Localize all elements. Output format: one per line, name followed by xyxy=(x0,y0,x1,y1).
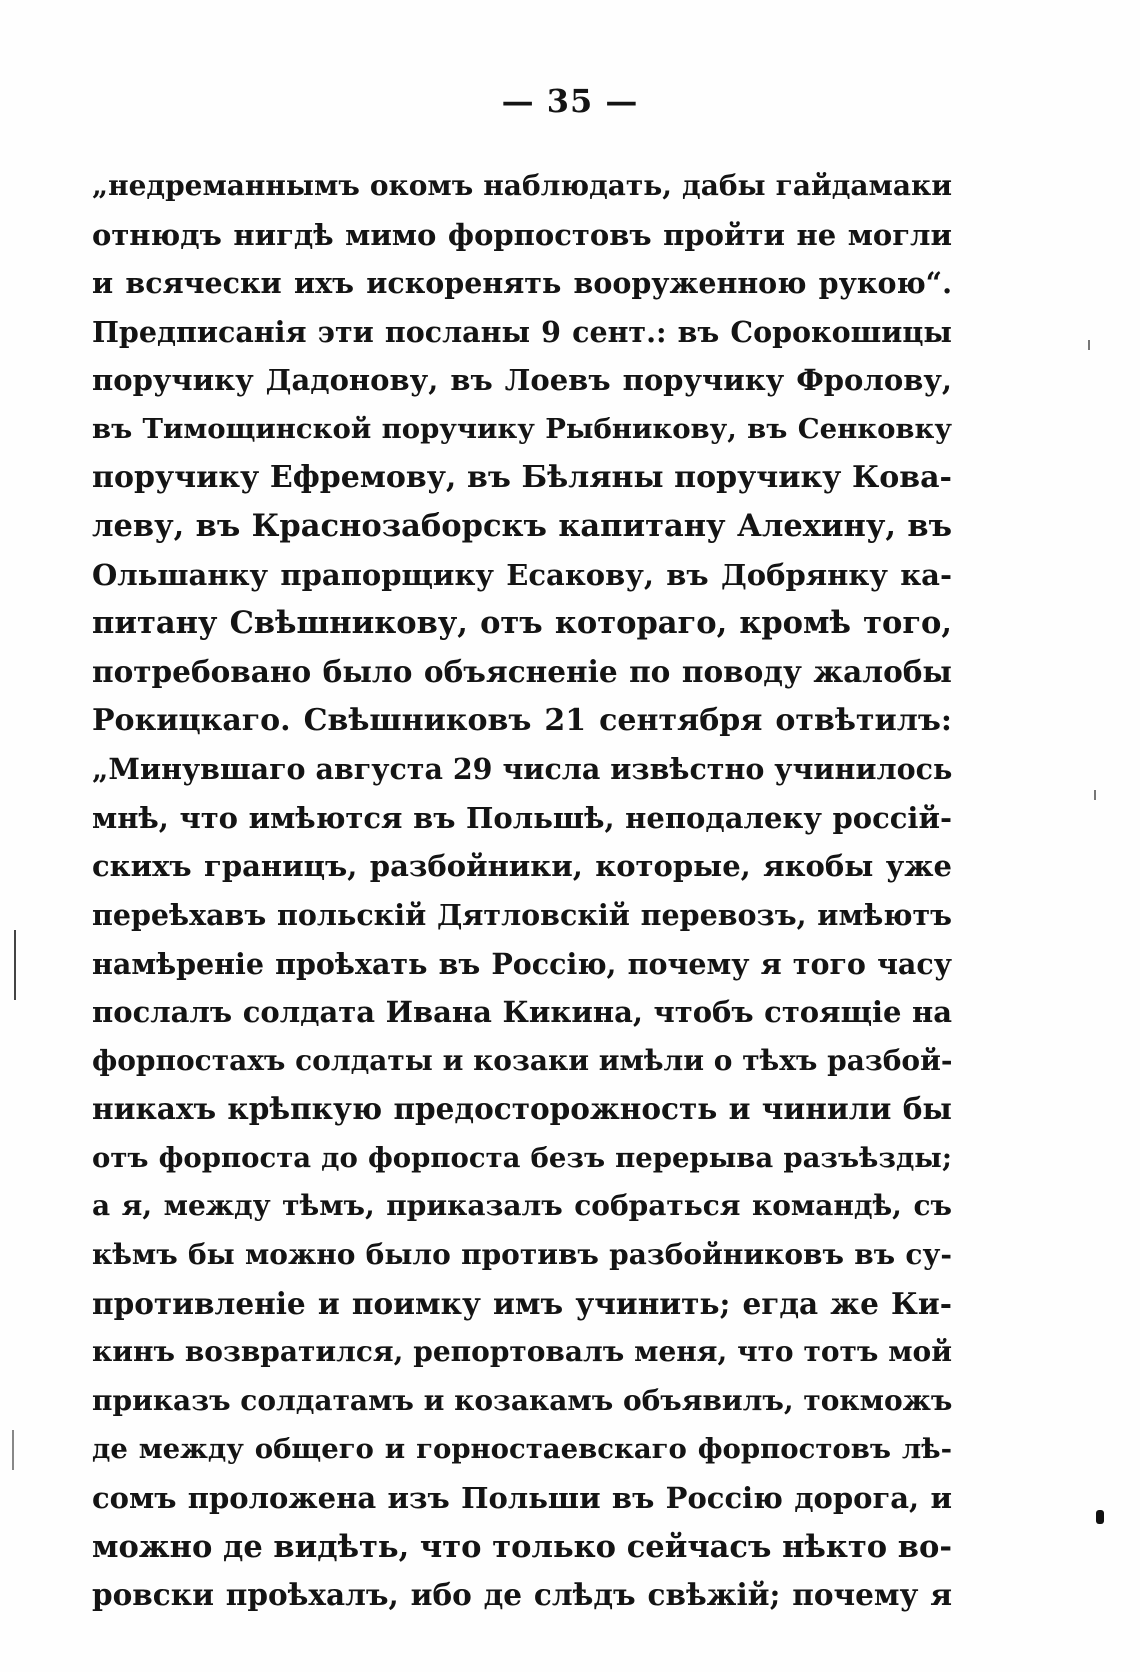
text-line: „недреманнымъ окомъ наблюдать, дабы гайдамаки xyxy=(92,169,952,202)
text-line: де между общего и горностаевскаго форпостовъ лѣ- xyxy=(92,1433,952,1466)
text-line: кѣмъ бы можно было противъ разбойниковъ въ су- xyxy=(92,1238,952,1272)
text-line: Предписанія эти посланы 9 сент.: въ Сорокошицы xyxy=(92,314,952,349)
text-line: питану Свѣшникову, отъ котораго, кромѣ того, xyxy=(92,605,952,642)
text-line: Рокицкаго. Свѣшниковъ 21 сентября отвѣтилъ: xyxy=(92,702,952,738)
text-line: сомъ проложена изъ Польши въ Россію дорога, и xyxy=(92,1481,952,1516)
text-line: приказъ солдатамъ и козакамъ объявилъ, токможъ xyxy=(92,1383,953,1417)
text-line: можно де видѣть, что только сейчасъ нѣкто во- xyxy=(92,1528,952,1565)
text-line: а я, между тѣмъ, приказалъ собраться командѣ, съ xyxy=(92,1189,952,1223)
scan-artifact xyxy=(14,930,16,1000)
text-line: мнѣ, что имѣются въ Польшѣ, неподалеку россій- xyxy=(92,800,952,835)
text-line: форпостахъ солдаты и козаки имѣли о тѣхъ разбой- xyxy=(92,1043,953,1077)
text-line: поручику Дадонову, въ Лоевъ поручику Фролову, xyxy=(92,363,952,398)
scan-artifact xyxy=(1094,790,1096,800)
text-line: намѣреніе проѣхать въ Россію, почему я того часу xyxy=(92,946,952,981)
text-line: послалъ солдата Ивана Кикина, чтобъ стоящіе на xyxy=(92,995,952,1030)
text-line: никахъ крѣпкую предосторожность и чинили бы xyxy=(92,1091,952,1127)
text-line: отъ форпоста до форпоста безъ перерыва разъѣзды; xyxy=(92,1141,952,1174)
scan-artifact xyxy=(12,1430,14,1470)
text-line: и всячески ихъ искоренять вооруженною рукою“. xyxy=(92,266,952,301)
text-line: отнюдъ нигдѣ мимо форпостовъ пройти не могли xyxy=(92,217,952,252)
text-line: переѣхавъ польскій Дятловскій перевозъ, имѣютъ xyxy=(92,897,952,932)
body-text xyxy=(92,162,952,1620)
page-number: — 35 — xyxy=(501,82,639,120)
text-line: въ Тимощинской поручику Рыбникову, въ Сенковку xyxy=(92,412,952,445)
text-line: леву, въ Краснозаборскъ капитану Алехину, въ xyxy=(92,508,952,545)
scan-artifact xyxy=(1088,340,1090,350)
scan-artifact xyxy=(1096,1510,1104,1524)
text-line: ровски проѣхалъ, ибо де слѣдъ свѣжій; почему я xyxy=(92,1577,952,1613)
text-line: потребовано было объясненіе по поводу жалобы xyxy=(92,653,952,689)
text-line: „Минувшаго августа 29 числа извѣстно учинилось xyxy=(92,752,953,787)
text-line: поручику Ефремову, въ Бѣляны поручику Кова- xyxy=(92,459,952,495)
text-line: скихъ границъ, разбойники, которые, якобы уже xyxy=(92,849,952,884)
text-line: Ольшанку прапорщику Есакову, въ Добрянку ка- xyxy=(92,557,952,592)
text-line: кинъ возвратился, репортовалъ меня, что тотъ мой xyxy=(92,1335,952,1369)
text-line: противленіе и поимку имъ учинить; егда же Ки- xyxy=(92,1285,952,1321)
